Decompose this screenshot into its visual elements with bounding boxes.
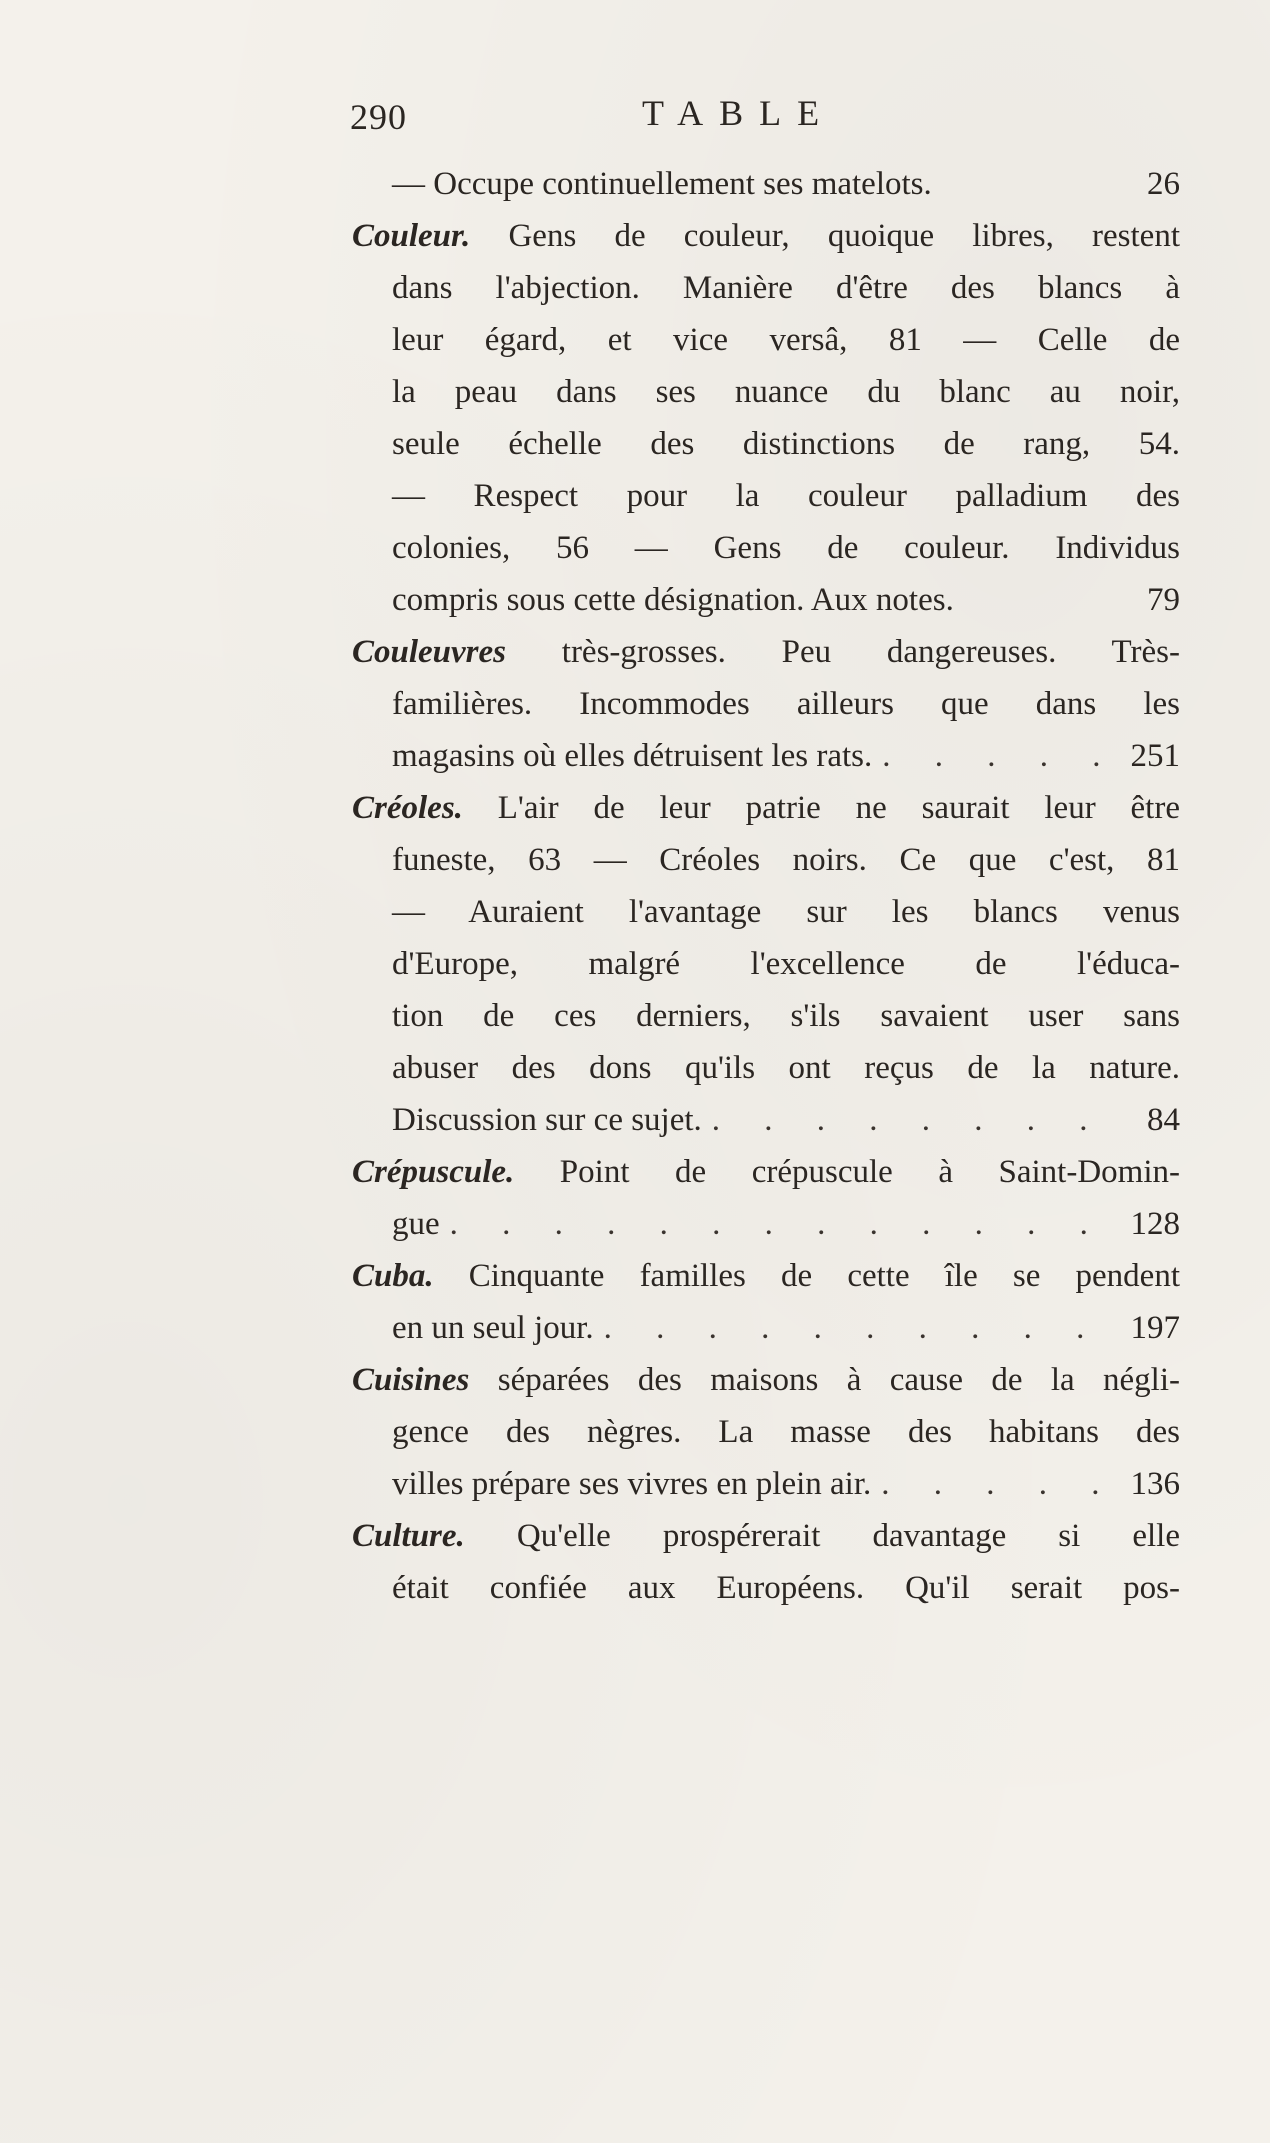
line-text [392,730,872,782]
line-text [392,418,1180,470]
dot-leader [604,1302,1109,1354]
entry-text: Cinquante familles de cette île se pendent [433,1258,1180,1294]
index-continuation-line [352,262,1180,314]
entry-text: compris sous cette désignation. Aux notes. [392,582,954,618]
line-text [392,1406,1180,1458]
line-text [392,366,1180,418]
entry-text: villes prépare ses vivres en plein air. [392,1466,872,1502]
entry-text: magasins où elles détruisent les rats. [392,738,873,774]
line-text [352,1146,1180,1198]
line-text [392,470,1180,522]
index-entries [352,158,1180,1614]
page-number: 290 [350,97,407,137]
entry-text: gue [392,1206,440,1242]
line-text [352,782,1180,834]
entry-text: était confiée aux Européens. Qu'il serait pos- [392,1570,1180,1606]
entry-text: Discussion sur ce sujet. [392,1102,702,1138]
entry-headword: Culture. [352,1518,465,1554]
line-text [392,262,1180,314]
index-continuation-line [352,1198,1180,1250]
index-continuation-line [352,938,1180,990]
index-continuation-line [352,1042,1180,1094]
index-entry-line [352,1146,1180,1198]
index-continuation-line [352,1562,1180,1614]
dot-leader [712,1094,1125,1146]
index-continuation-line [352,1094,1180,1146]
entry-text: colonies, 56 — Gens de couleur. Individus [392,530,1180,566]
line-text [352,1354,1180,1406]
line-text [392,834,1180,886]
entry-text: Gens de couleur, quoique libres, restent [470,218,1180,254]
index-entry-line [352,1250,1180,1302]
running-title: TABLE [642,93,836,133]
line-text [392,886,1180,938]
index-entry-line [352,1354,1180,1406]
line-text [392,1094,702,1146]
index-continuation-line [352,522,1180,574]
index-continuation-line [352,158,1180,210]
index-entry-line [352,210,1180,262]
line-text [352,1250,1180,1302]
line-text [392,1198,440,1250]
entry-text: funeste, 63 — Créoles noirs. Ce que c'est, 81 [392,842,1180,878]
entry-text: la peau dans ses nuance du blanc au noir, [392,374,1180,410]
index-continuation-line [352,1302,1180,1354]
entry-text: gence des nègres. La masse des habitans des [392,1414,1180,1450]
page-reference: 251 [1130,738,1180,774]
index-continuation-line [352,470,1180,522]
index-continuation-line [352,834,1180,886]
index-entry-line [352,782,1180,834]
index-continuation-line [352,418,1180,470]
entry-text: Point de crépuscule à Saint-Domin- [514,1154,1180,1190]
dot-leader [881,1458,1108,1510]
page-reference: 26 [1147,166,1180,202]
entry-text: dans l'abjection. Manière d'être des blancs à [392,270,1180,306]
index-continuation-line [352,1406,1180,1458]
entry-text: en un seul jour. [392,1310,594,1346]
entry-text: — Auraient l'avantage sur les blancs venus [392,894,1180,930]
line-text [392,314,1180,366]
line-text [392,522,1180,574]
line-text [392,158,932,210]
index-entry-line [352,626,1180,678]
dot-leader [450,1198,1109,1250]
entry-text: d'Europe, malgré l'excellence de l'éduca- [392,946,1180,982]
dot-leader [882,730,1108,782]
page-reference: 128 [1130,1206,1180,1242]
entry-text: leur égard, et vice versâ, 81 — Celle de [392,322,1180,358]
entry-text: Qu'elle prospérerait davantage si elle [464,1518,1180,1554]
line-text [392,1458,871,1510]
entry-text: tion de ces derniers, s'ils savaient user sans [392,998,1180,1034]
index-continuation-line [352,314,1180,366]
entry-headword: Cuba. [352,1258,434,1294]
entry-headword: Créoles. [352,790,463,826]
page-reference: 84 [1147,1102,1180,1138]
page-reference: 79 [1147,582,1180,618]
entry-text: très-grosses. Peu dangereuses. Très- [506,634,1180,670]
index-continuation-line [352,730,1180,782]
entry-text: abuser des dons qu'ils ont reçus de la nature. [392,1050,1180,1086]
entry-text: — Occupe continuellement ses matelots. [392,166,932,202]
entry-text: séparées des maisons à cause de la négli- [469,1362,1180,1398]
line-text [352,626,1180,678]
line-text [392,1562,1180,1614]
entry-headword: Couleur. [352,218,471,254]
index-continuation-line [352,678,1180,730]
index-entry-line [352,1510,1180,1562]
entry-text: familières. Incommodes ailleurs que dans les [392,686,1180,722]
line-text [392,1042,1180,1094]
index-continuation-line [352,366,1180,418]
index-continuation-line [352,990,1180,1042]
entry-headword: Couleuvres [352,634,507,670]
entry-headword: Cuisines [352,1362,470,1398]
entry-text: L'air de leur patrie ne saurait leur être [462,790,1180,826]
index-continuation-line [352,574,1180,626]
line-text [352,1510,1180,1562]
line-text [392,990,1180,1042]
entry-text: — Respect pour la couleur palladium des [392,478,1180,514]
line-text [392,938,1180,990]
entry-text: seule échelle des distinctions de rang, 54. [392,426,1180,462]
index-continuation-line [352,1458,1180,1510]
line-text [352,210,1180,262]
page-header [350,92,1180,142]
page-reference: 197 [1130,1310,1180,1346]
line-text [392,678,1180,730]
index-continuation-line [352,886,1180,938]
line-text [392,574,954,626]
page-reference: 136 [1130,1466,1180,1502]
entry-headword: Crépuscule. [352,1154,515,1190]
line-text [392,1302,594,1354]
